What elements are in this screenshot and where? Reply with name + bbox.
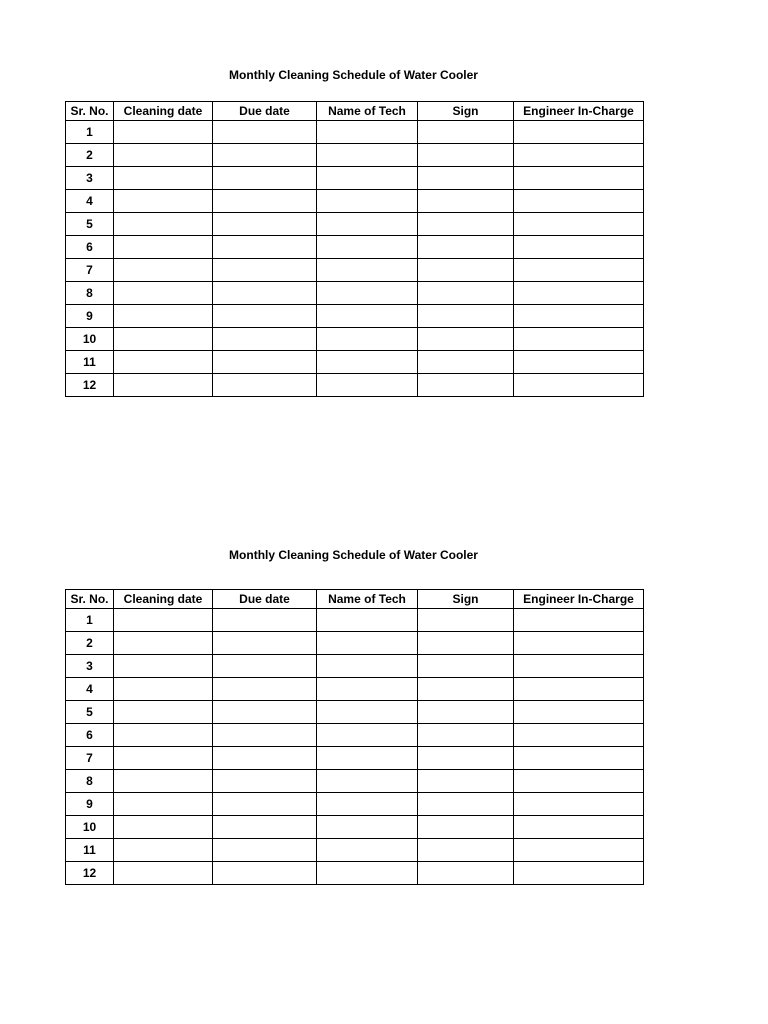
sign-cell xyxy=(418,747,514,770)
serial-number-cell: 12 xyxy=(66,374,114,397)
due-date-cell xyxy=(213,724,317,747)
sign-cell xyxy=(418,839,514,862)
serial-number-cell: 1 xyxy=(66,609,114,632)
serial-number-cell: 6 xyxy=(66,236,114,259)
cleaning-date-cell xyxy=(114,351,213,374)
serial-number-cell: 3 xyxy=(66,655,114,678)
due-date-cell xyxy=(213,351,317,374)
due-date-cell xyxy=(213,816,317,839)
sign-cell xyxy=(418,259,514,282)
sign-cell xyxy=(418,862,514,885)
cleaning-date-cell xyxy=(114,678,213,701)
table-row xyxy=(66,328,644,351)
sign-cell xyxy=(418,351,514,374)
engineer-in-charge-cell xyxy=(514,701,644,724)
due-date-cell xyxy=(213,305,317,328)
table-row xyxy=(66,374,644,397)
engineer-in-charge-cell xyxy=(514,236,644,259)
table-row xyxy=(66,701,644,724)
cleaning-date-cell xyxy=(114,374,213,397)
name-of-tech-cell xyxy=(317,609,418,632)
column-header-due-date: Due date xyxy=(213,590,317,609)
cleaning-date-cell xyxy=(114,190,213,213)
table-row xyxy=(66,259,644,282)
cleaning-date-cell xyxy=(114,816,213,839)
engineer-in-charge-cell xyxy=(514,374,644,397)
sign-cell xyxy=(418,144,514,167)
cleaning-date-cell xyxy=(114,121,213,144)
cleaning-date-cell xyxy=(114,724,213,747)
table-row xyxy=(66,282,644,305)
column-header-cleaning-date: Cleaning date xyxy=(114,590,213,609)
cleaning-date-cell xyxy=(114,632,213,655)
sign-cell xyxy=(418,609,514,632)
table-row xyxy=(66,609,644,632)
sign-cell xyxy=(418,282,514,305)
table-row xyxy=(66,678,644,701)
name-of-tech-cell xyxy=(317,678,418,701)
header-row xyxy=(66,590,644,609)
cleaning-date-cell xyxy=(114,282,213,305)
due-date-cell xyxy=(213,701,317,724)
serial-number-cell: 12 xyxy=(66,862,114,885)
table-row xyxy=(66,770,644,793)
engineer-in-charge-cell xyxy=(514,862,644,885)
engineer-in-charge-cell xyxy=(514,144,644,167)
name-of-tech-cell xyxy=(317,328,418,351)
engineer-in-charge-cell xyxy=(514,747,644,770)
cleaning-date-cell xyxy=(114,609,213,632)
serial-number-cell: 2 xyxy=(66,144,114,167)
cleaning-date-cell xyxy=(114,839,213,862)
sign-cell xyxy=(418,374,514,397)
serial-number-cell: 9 xyxy=(66,793,114,816)
engineer-in-charge-cell xyxy=(514,632,644,655)
table-row xyxy=(66,724,644,747)
engineer-in-charge-cell xyxy=(514,724,644,747)
table-row xyxy=(66,213,644,236)
due-date-cell xyxy=(213,747,317,770)
column-header-cleaning-date: Cleaning date xyxy=(114,102,213,121)
serial-number-cell: 2 xyxy=(66,632,114,655)
name-of-tech-cell xyxy=(317,236,418,259)
due-date-cell xyxy=(213,770,317,793)
name-of-tech-cell xyxy=(317,793,418,816)
engineer-in-charge-cell xyxy=(514,793,644,816)
table-row xyxy=(66,862,644,885)
engineer-in-charge-cell xyxy=(514,678,644,701)
serial-number-cell: 5 xyxy=(66,701,114,724)
due-date-cell xyxy=(213,167,317,190)
cleaning-schedule-table xyxy=(65,589,644,885)
name-of-tech-cell xyxy=(317,167,418,190)
column-header-sr-no: Sr. No. xyxy=(66,590,114,609)
name-of-tech-cell xyxy=(317,632,418,655)
due-date-cell xyxy=(213,236,317,259)
serial-number-cell: 5 xyxy=(66,213,114,236)
engineer-in-charge-cell xyxy=(514,839,644,862)
sign-cell xyxy=(418,816,514,839)
column-header-name-of-tech: Name of Tech xyxy=(317,590,418,609)
table-row xyxy=(66,655,644,678)
due-date-cell xyxy=(213,632,317,655)
table-row xyxy=(66,305,644,328)
serial-number-cell: 6 xyxy=(66,724,114,747)
column-header-engineer-in-charge: Engineer In-Charge xyxy=(514,102,644,121)
sign-cell xyxy=(418,793,514,816)
schedule-title: Monthly Cleaning Schedule of Water Cooler xyxy=(229,68,478,82)
table-row xyxy=(66,747,644,770)
engineer-in-charge-cell xyxy=(514,259,644,282)
schedule-title: Monthly Cleaning Schedule of Water Cooler xyxy=(229,548,478,562)
name-of-tech-cell xyxy=(317,259,418,282)
due-date-cell xyxy=(213,678,317,701)
name-of-tech-cell xyxy=(317,121,418,144)
serial-number-cell: 9 xyxy=(66,305,114,328)
table-row xyxy=(66,351,644,374)
engineer-in-charge-cell xyxy=(514,351,644,374)
engineer-in-charge-cell xyxy=(514,655,644,678)
due-date-cell xyxy=(213,655,317,678)
serial-number-cell: 7 xyxy=(66,747,114,770)
sign-cell xyxy=(418,678,514,701)
due-date-cell xyxy=(213,609,317,632)
engineer-in-charge-cell xyxy=(514,816,644,839)
table-row xyxy=(66,121,644,144)
name-of-tech-cell xyxy=(317,862,418,885)
due-date-cell xyxy=(213,839,317,862)
serial-number-cell: 10 xyxy=(66,328,114,351)
name-of-tech-cell xyxy=(317,351,418,374)
sign-cell xyxy=(418,770,514,793)
cleaning-date-cell xyxy=(114,167,213,190)
name-of-tech-cell xyxy=(317,282,418,305)
name-of-tech-cell xyxy=(317,747,418,770)
serial-number-cell: 3 xyxy=(66,167,114,190)
sign-cell xyxy=(418,305,514,328)
column-header-engineer-in-charge: Engineer In-Charge xyxy=(514,590,644,609)
sign-cell xyxy=(418,190,514,213)
cleaning-schedule-table xyxy=(65,101,644,397)
column-header-sr-no: Sr. No. xyxy=(66,102,114,121)
due-date-cell xyxy=(213,213,317,236)
cleaning-date-cell xyxy=(114,770,213,793)
name-of-tech-cell xyxy=(317,770,418,793)
table-row xyxy=(66,167,644,190)
serial-number-cell: 4 xyxy=(66,190,114,213)
due-date-cell xyxy=(213,190,317,213)
table-row xyxy=(66,839,644,862)
due-date-cell xyxy=(213,144,317,167)
cleaning-date-cell xyxy=(114,236,213,259)
cleaning-date-cell xyxy=(114,259,213,282)
header-row xyxy=(66,102,644,121)
column-header-sign: Sign xyxy=(418,590,514,609)
serial-number-cell: 8 xyxy=(66,282,114,305)
cleaning-date-cell xyxy=(114,701,213,724)
due-date-cell xyxy=(213,374,317,397)
sign-cell xyxy=(418,701,514,724)
engineer-in-charge-cell xyxy=(514,328,644,351)
serial-number-cell: 8 xyxy=(66,770,114,793)
column-header-due-date: Due date xyxy=(213,102,317,121)
engineer-in-charge-cell xyxy=(514,213,644,236)
cleaning-date-cell xyxy=(114,213,213,236)
name-of-tech-cell xyxy=(317,144,418,167)
cleaning-date-cell xyxy=(114,655,213,678)
cleaning-date-cell xyxy=(114,793,213,816)
name-of-tech-cell xyxy=(317,374,418,397)
engineer-in-charge-cell xyxy=(514,282,644,305)
serial-number-cell: 11 xyxy=(66,351,114,374)
serial-number-cell: 7 xyxy=(66,259,114,282)
sign-cell xyxy=(418,167,514,190)
name-of-tech-cell xyxy=(317,190,418,213)
table-row xyxy=(66,144,644,167)
name-of-tech-cell xyxy=(317,839,418,862)
cleaning-date-cell xyxy=(114,747,213,770)
engineer-in-charge-cell xyxy=(514,770,644,793)
cleaning-date-cell xyxy=(114,144,213,167)
due-date-cell xyxy=(213,862,317,885)
name-of-tech-cell xyxy=(317,701,418,724)
engineer-in-charge-cell xyxy=(514,167,644,190)
cleaning-date-cell xyxy=(114,862,213,885)
table-row xyxy=(66,793,644,816)
serial-number-cell: 10 xyxy=(66,816,114,839)
engineer-in-charge-cell xyxy=(514,121,644,144)
engineer-in-charge-cell xyxy=(514,609,644,632)
sign-cell xyxy=(418,632,514,655)
due-date-cell xyxy=(213,793,317,816)
due-date-cell xyxy=(213,259,317,282)
name-of-tech-cell xyxy=(317,724,418,747)
engineer-in-charge-cell xyxy=(514,305,644,328)
serial-number-cell: 4 xyxy=(66,678,114,701)
sign-cell xyxy=(418,121,514,144)
sign-cell xyxy=(418,213,514,236)
sign-cell xyxy=(418,328,514,351)
sign-cell xyxy=(418,236,514,259)
name-of-tech-cell xyxy=(317,305,418,328)
sign-cell xyxy=(418,724,514,747)
table-row xyxy=(66,632,644,655)
due-date-cell xyxy=(213,328,317,351)
serial-number-cell: 11 xyxy=(66,839,114,862)
name-of-tech-cell xyxy=(317,213,418,236)
column-header-sign: Sign xyxy=(418,102,514,121)
cleaning-date-cell xyxy=(114,305,213,328)
table-row xyxy=(66,816,644,839)
table-row xyxy=(66,236,644,259)
table-row xyxy=(66,190,644,213)
serial-number-cell: 1 xyxy=(66,121,114,144)
due-date-cell xyxy=(213,121,317,144)
due-date-cell xyxy=(213,282,317,305)
sign-cell xyxy=(418,655,514,678)
name-of-tech-cell xyxy=(317,816,418,839)
engineer-in-charge-cell xyxy=(514,190,644,213)
cleaning-date-cell xyxy=(114,328,213,351)
name-of-tech-cell xyxy=(317,655,418,678)
column-header-name-of-tech: Name of Tech xyxy=(317,102,418,121)
